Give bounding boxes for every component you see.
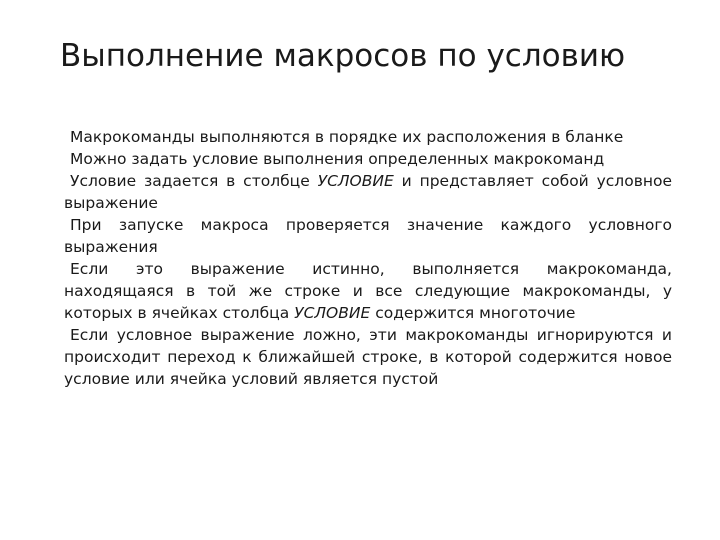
bullet-item <box>64 214 672 258</box>
bullet-text-part: содержится многоточие <box>370 304 576 322</box>
bullet-text: Можно задать условие выполнения определенных макрокоманд <box>70 150 605 168</box>
bullet-text-part: Условие задается в столбце <box>70 172 318 190</box>
bullet-text: Макрокоманды выполняются в порядке их расположения в бланке <box>70 128 624 146</box>
bullet-item <box>64 170 672 214</box>
bullet-list <box>64 126 672 390</box>
bullet-item <box>64 324 672 390</box>
bullet-text-part: Если это выражение истинно, выполняется макрокоманда, находящаяся в той же строке и все следующие макрокоманды, у которых в ячейках столбца <box>64 260 672 322</box>
condition-column-name: УСЛОВИЕ <box>317 172 394 190</box>
condition-column-name: УСЛОВИЕ <box>294 304 371 322</box>
bullet-text-part: и представляет собой условное выражение <box>64 172 672 212</box>
bullet-text <box>64 170 672 214</box>
bullet-item <box>64 258 672 324</box>
bullet-text: При запуске макроса проверяется значение каждого условного выражения <box>64 216 672 256</box>
bullet-text <box>64 258 672 324</box>
bullet-text: Если условное выражение ложно, эти макрокоманды игнорируются и происходит переход к ближайшей строке, в которой содержится новое условие или ячейка условий является пустой <box>64 326 672 388</box>
bullet-item <box>64 148 672 170</box>
bullet-item <box>64 126 672 148</box>
slide-title: Выполнение макросов по условию <box>60 38 626 74</box>
